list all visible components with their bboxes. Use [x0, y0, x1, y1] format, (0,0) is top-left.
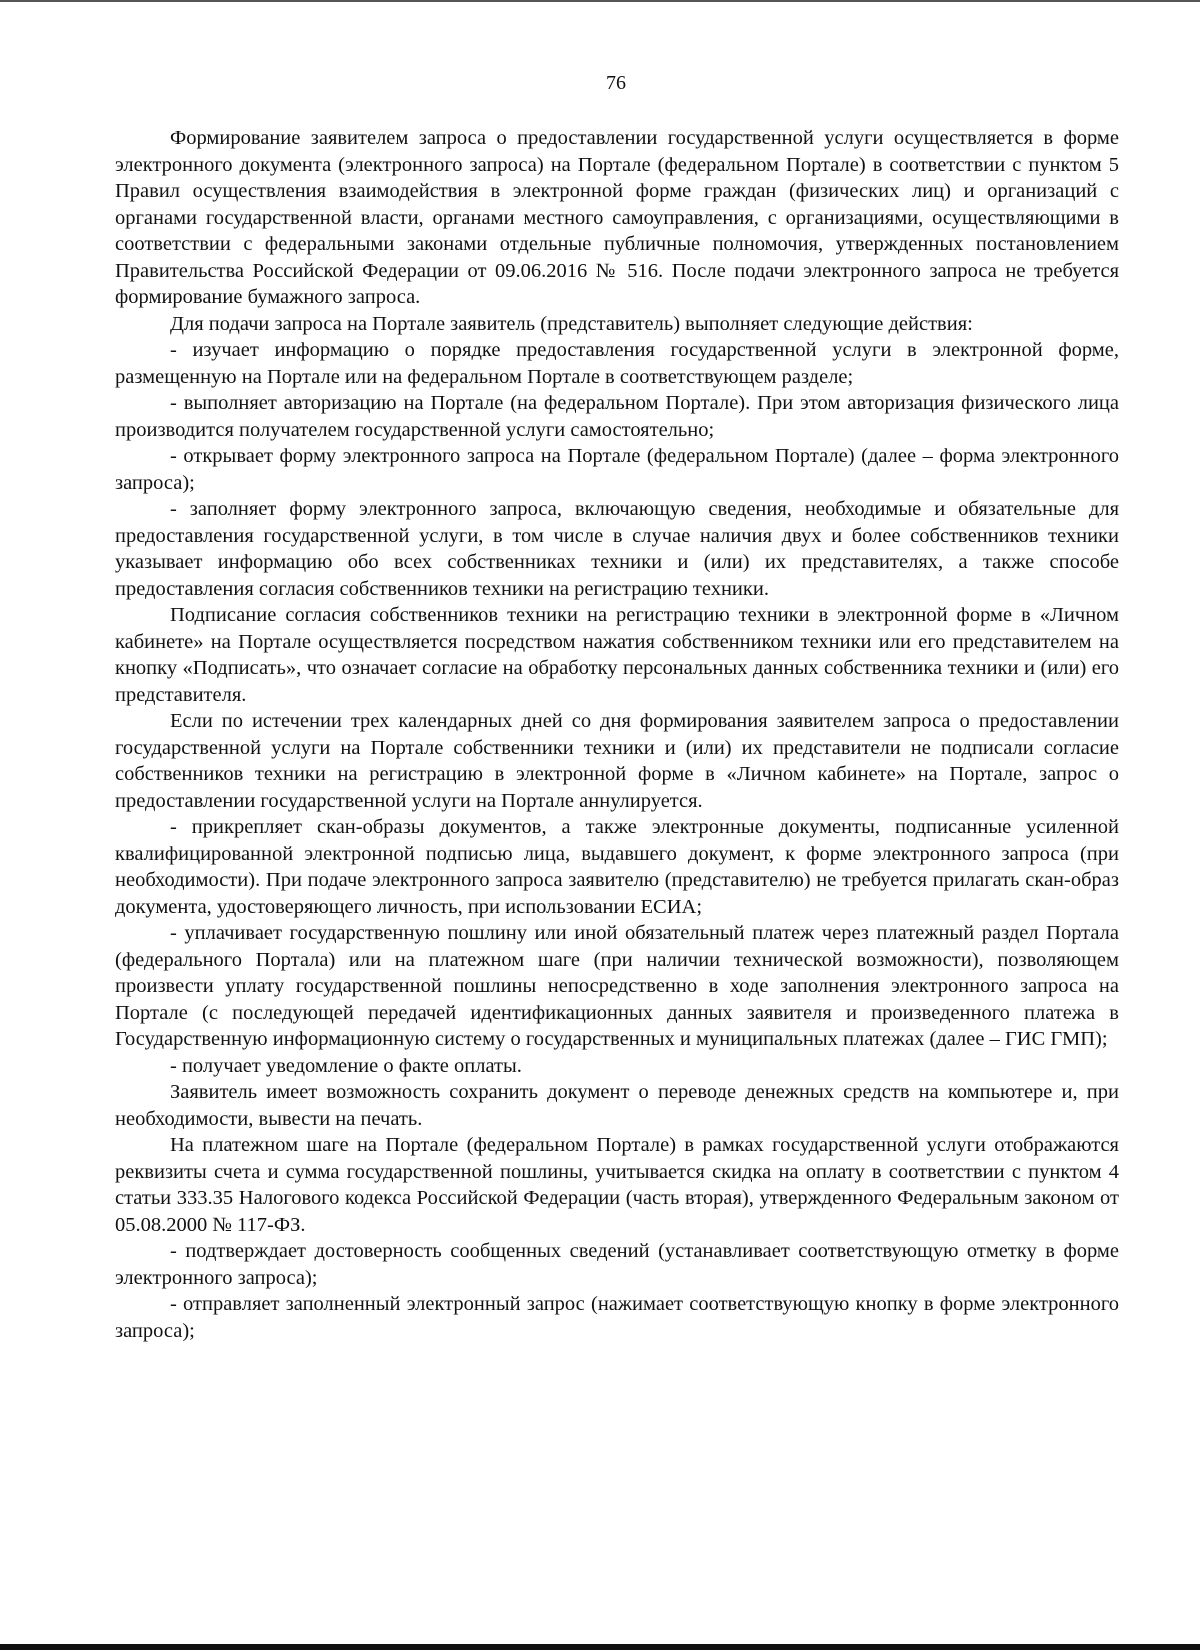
page-number: 76	[606, 72, 626, 94]
paragraph-11: - получает уведомление о факте оплаты.	[170, 1054, 522, 1077]
paragraph-3: - изучает информацию о порядке предоставления государственной услуги в электронной форме, размещенную на Портале или на федеральном Портале в соответствующем разделе;	[115, 339, 1119, 388]
paragraph-14: - подтверждает достоверность сообщенных сведений (устанавливает соответствующую отметку в форме электронного запроса);	[115, 1240, 1119, 1289]
paragraph-13: На платежном шаге на Портале (федеральном Портале) в рамках государственной услуги отображаются реквизиты счета и сумма государственной пошлины, учитывается скидка на оплату в соответствии с пунктом 4 статьи 333.35 Налогового кодекса Российской Федерации (часть вторая), утвержденного Федеральным законом от 05.08.2000 № 117-ФЗ.	[115, 1134, 1119, 1236]
paragraph-2: Для подачи запроса на Портале заявитель (представитель) выполняет следующие действия:	[170, 312, 973, 335]
paragraph-8: Если по истечении трех календарных дней со дня формирования заявителем запроса о предоставлении государственной услуги на Портале собственники техники и (или) их представители не подписали согласие собственников техники на регистрацию в электронной форме в «Личном кабинете» на Портале, запрос о предоставлении государственной услуги на Портале аннулируется.	[115, 710, 1119, 812]
paragraph-9: - прикрепляет скан-образы документов, а также электронные документы, подписанные усиленной квалифицированной электронной подписью лица, выдавшего документ, к форме электронного запроса (при необходимости). При подаче электронного запроса заявителю (представителю) не требуется прилагать скан-образ документа, удостоверяющего личность, при использовании ЕСИА;	[115, 816, 1119, 918]
paragraph-6: - заполняет форму электронного запроса, включающую сведения, необходимые и обязательные для предоставления государственной услуги, в том числе в случае наличия двух и более собственников техники указывает информацию обо всех собственниках техники и (или) их представителях, а также способе предоставления согласия собственников техники на регистрацию техники.	[115, 498, 1119, 600]
paragraph-15: - отправляет заполненный электронный запрос (нажимает соответствующую кнопку в форме электронного запроса);	[115, 1293, 1119, 1342]
scan-edge-top	[0, 0, 1200, 2]
document-body	[115, 125, 1119, 1344]
paragraph-5: - открывает форму электронного запроса на Портале (федеральном Портале) (далее – форма электронного запроса);	[115, 445, 1119, 494]
paragraph-10: - уплачивает государственную пошлину или иной обязательный платеж через платежный раздел Портала (федерального Портала) или на платежном шаге (при наличии технической возможности), позволяющем произвести уплату государственной пошлины непосредственно в ходе заполнения электронного запроса на Портале (с последующей передачей идентификационных данных заявителя и произведенного платежа в Государственную информационную систему о государственных и муниципальных платежах (далее – ГИС ГМП);	[115, 922, 1119, 1050]
paragraph-1: Формирование заявителем запроса о предоставлении государственной услуги осуществляется в форме электронного документа (электронного запроса) на Портале (федеральном Портале) в соответствии с пунктом 5 Правил осуществления взаимодействия в электронной форме граждан (физических лиц) и организаций с органами государственной власти, органами местного самоуправления, с организациями, осуществляющими в соответствии с федеральными законами отдельные публичные полномочия, утвержденных постановлением Правительства Российской Федерации от 09.06.2016 № 516. После подачи электронного запроса не требуется формирование бумажного запроса.	[115, 127, 1119, 308]
paragraph-4: - выполняет авторизацию на Портале (на федеральном Портале). При этом авторизация физического лица производится получателем государственной услуги самостоятельно;	[115, 392, 1119, 441]
paragraph-7: Подписание согласия собственников техники на регистрацию техники в электронной форме в «Личном кабинете» на Портале осуществляется посредством нажатия собственником техники или его представителем на кнопку «Подписать», что означает согласие на обработку персональных данных собственника техники и (или) его представителя.	[115, 604, 1119, 706]
scan-edge-bottom	[0, 1644, 1200, 1650]
paragraph-12: Заявитель имеет возможность сохранить документ о переводе денежных средств на компьютере и, при необходимости, вывести на печать.	[115, 1081, 1119, 1130]
